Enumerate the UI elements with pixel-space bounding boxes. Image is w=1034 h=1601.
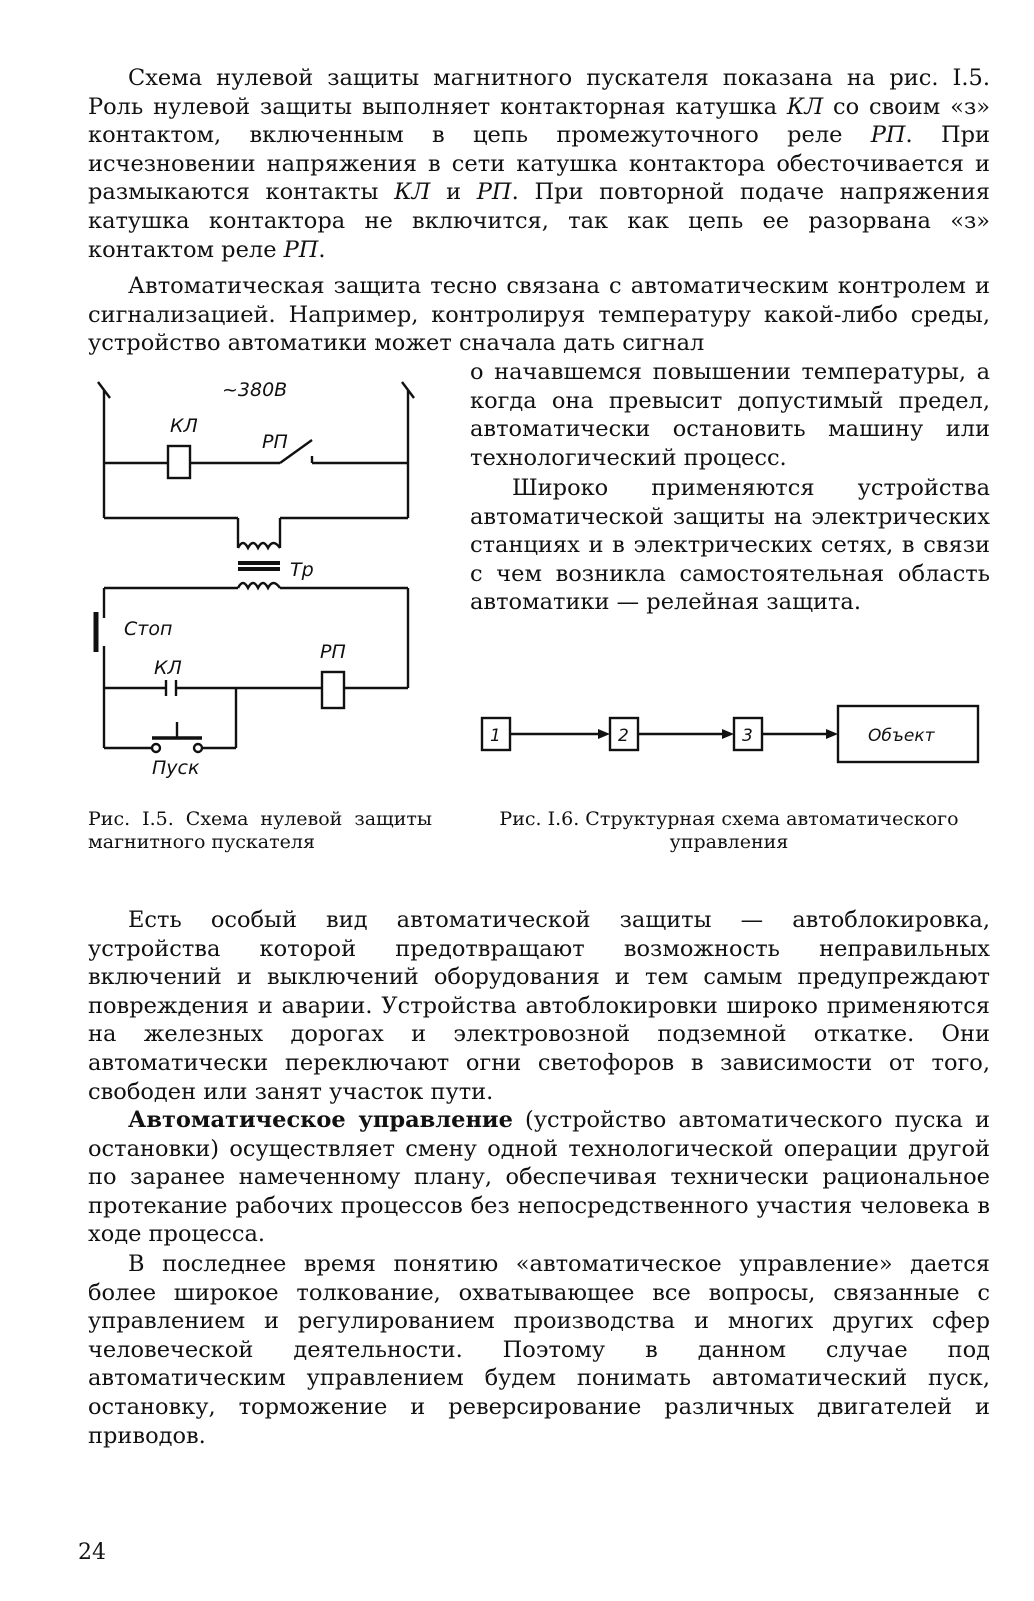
paragraph-broad-interpretation: В последнее время понятию «автоматическое управление» дается более широкое толкование, охватывающее все вопросы, связанные с управлением и регулированием производства и многих других сфер человеческой деятельности. Поэтому в данном случае под автоматическим управлением будем понимать автоматический пуск, остановку, торможение и реверсирование различных двигателей и приводов. xyxy=(88,1251,990,1449)
caption-figure-1-5: Рис. I.5. Схема нулевой защиты магнитного пускателя xyxy=(88,808,432,853)
figure-block-diagram xyxy=(470,700,990,770)
kl-coil xyxy=(168,446,190,478)
stop-label: Стоп xyxy=(124,618,173,640)
paragraph-autoblocking: Есть особый вид автоматической защиты — автоблокировка, устройства которой предотвращают возможность неправильных включений и выключений оборудования и тем самым предупреждают повреждения и аварии. Устройства автоблокировки широко применяются на железных дорогах и электровозной подземной откатке. Они автоматически переключают огни светофоров в зависимости от того, свободен или занят участок пути. xyxy=(88,907,990,1105)
block-3-label: 3 xyxy=(742,726,753,746)
term-automatic-control: Автоматическое управление xyxy=(128,1107,513,1133)
block-1-label: 1 xyxy=(490,726,501,746)
term-rp: РП xyxy=(283,236,319,263)
rp-contact-label: РП xyxy=(262,431,288,453)
page-number: 24 xyxy=(78,1540,106,1565)
term-kl: КЛ xyxy=(786,93,824,120)
start-label: Пуск xyxy=(152,757,200,779)
paragraph-relay-protection: Широко применяются устройства автоматической защиты на электрических станциях и в электрических сетях, в связи с чем возникла самостоятельная область автоматики — релейная защита. xyxy=(470,475,990,616)
paragraph-automatic-protection: Автоматическая защита тесно связана с автоматическим контролем и сигнализацией. Например, контролируя температуру какой-либо среды, устройство автоматики может сначала дать сигнал xyxy=(88,273,990,357)
figure-zero-protection-circuit xyxy=(80,360,440,790)
transformer-secondary xyxy=(238,583,280,588)
voltage-label: ~380В xyxy=(222,379,288,401)
transformer-label: Тр xyxy=(290,559,314,581)
term-rp: РП xyxy=(476,179,512,206)
rp-coil-label: РП xyxy=(320,641,346,663)
paragraph-automatic-control: Автоматическое управление (устройство автоматического пуска и остановки) осуществляет смену одной технологической операции другой по заранее намеченному плану, обеспечивая технически рациональное протекание рабочих процессов без непосредственного участия человека в ходе процесса. xyxy=(88,1107,990,1248)
block-2-label: 2 xyxy=(618,726,629,746)
caption-figure-1-6: Рис. I.6. Структурная схема автоматического управления xyxy=(499,808,959,853)
rp-coil xyxy=(322,672,344,708)
transformer-primary xyxy=(238,543,280,548)
kl-coil-label: КЛ xyxy=(170,415,198,437)
paragraph-automatic-protection-cont: о начавшемся повышении температуры, а когда она превысит допустимый предел, автоматически остановить машину или технологический процесс. xyxy=(470,359,990,471)
term-kl: КЛ xyxy=(394,179,431,206)
block-object-label: Объект xyxy=(868,726,935,746)
paragraph-zero-protection: Схема нулевой защиты магнитного пускателя показана на рис. I.5. Роль нулевой защиты выполняет контакторная катушка КЛ со своим «з» контактом, включенным в цепь промежуточного реле РП. При исчезновении напряжения в сети катушка контактора обесточивается и размыкаются контакты КЛ и РП. При повторной подаче напряжения катушка контактора не включится, так как цепь ее разорвана «з» контактом реле РП. xyxy=(88,65,991,263)
term-rp: РП xyxy=(870,122,906,149)
kl-contact-label: КЛ xyxy=(154,657,182,679)
